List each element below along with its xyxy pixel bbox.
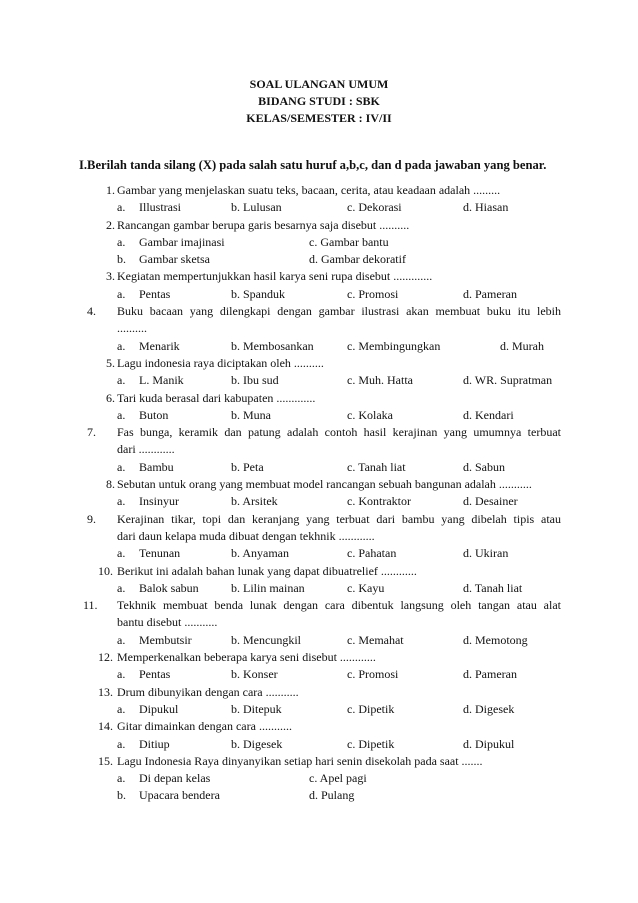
answer-options-row <box>0 286 638 303</box>
answer-option <box>117 632 192 649</box>
answer-option: d. Digesek <box>463 701 515 716</box>
answer-options-row <box>0 666 638 683</box>
question-text: Buku bacaan yang dilengkapi dengan gambar ilustrasi akan membuat buku itu lebih 4. <box>0 303 561 320</box>
answer-option: b. Muna <box>231 407 271 422</box>
question-number: 3. <box>106 269 115 284</box>
question-text: .......... <box>117 321 147 336</box>
answer-options-row <box>0 338 638 355</box>
question-number: 11. <box>83 598 98 613</box>
answer-option <box>117 459 174 476</box>
option-text: Upacara bendera <box>139 788 220 803</box>
question-number: 2. <box>106 217 115 232</box>
answer-option: c. Gambar bantu <box>309 234 389 249</box>
option-text: Ditiup <box>139 736 170 751</box>
question-text: Tari kuda berasal dari kabupaten ............. 6. <box>0 390 561 407</box>
question-number: 5. <box>106 355 115 370</box>
answer-option: b. Lilin mainan <box>231 580 305 595</box>
question-item <box>0 684 638 719</box>
option-letter: a. <box>117 373 126 388</box>
answer-option: d. WR. Supratman <box>463 373 553 388</box>
instruction-text: I.Berilah tanda silang (X) pada salah satu huruf a,b,c, dan d pada jawaban yang benar. <box>79 158 547 172</box>
answer-options-row <box>0 545 638 562</box>
option-text: Gambar imajinasi <box>139 234 225 249</box>
option-letter: a. <box>117 494 126 509</box>
option-text: Menarik <box>139 338 180 353</box>
question-text: Sebutan untuk orang yang membuat model rancangan sebuah bangunan adalah ........... 8. <box>0 476 561 493</box>
exam-title: SOAL ULANGAN UMUM <box>249 77 389 91</box>
question-item <box>0 753 638 805</box>
option-text: Balok sabun <box>139 580 199 595</box>
option-text: Pentas <box>139 286 171 301</box>
answer-options-row <box>0 770 638 787</box>
option-text: Gambar sketsa <box>139 252 210 267</box>
class-semester-line: KELAS/SEMESTER : IV/II <box>246 111 392 125</box>
option-letter: b. <box>117 788 126 803</box>
question-text: Tekhnik membuat benda lunak dengan cara dibentuk langsung oleh tangan atau alat 11. <box>0 597 561 614</box>
question-text: Kegiatan mempertunjukkan hasil karya seni rupa disebut ............. 3. <box>0 268 561 285</box>
answer-option: b. Mencungkil <box>231 632 301 647</box>
answer-option: b. Konser <box>231 667 278 682</box>
answer-options-row <box>0 234 638 251</box>
question-number: 4. <box>87 304 96 319</box>
question-text: Rancangan gambar berupa garis besarnya saja disebut .......... 2. <box>0 217 561 234</box>
answer-options-row <box>0 632 638 649</box>
answer-option: d. Ukiran <box>463 546 509 561</box>
option-letter: b. <box>117 252 126 267</box>
option-letter: a. <box>117 701 126 716</box>
question-text: Gitar dimainkan dengan cara ........... 14. <box>0 718 561 735</box>
option-letter: a. <box>117 667 126 682</box>
question-text: bantu disebut ........... <box>117 615 218 630</box>
answer-option: d. Pulang <box>309 788 355 803</box>
answer-option: c. Pahatan <box>347 546 397 561</box>
question-text: Fas bunga, keramik dan patung adalah contoh hasil kerajinan yang umumnya terbuat 7. <box>0 424 561 441</box>
option-text: Dipukul <box>139 701 179 716</box>
option-letter: a. <box>117 200 126 215</box>
answer-option: b. Digesek <box>231 736 283 751</box>
option-text: L. Manik <box>139 373 184 388</box>
answer-option: c. Dekorasi <box>347 200 402 215</box>
question-list <box>0 182 638 805</box>
question-number: 12. <box>98 650 113 665</box>
answer-option: d. Murah <box>500 338 544 353</box>
answer-option: c. Promosi <box>347 667 399 682</box>
option-text: Buton <box>139 407 169 422</box>
answer-option <box>117 787 220 804</box>
answer-option: c. Tanah liat <box>347 459 406 474</box>
answer-option <box>117 701 178 718</box>
answer-option: d. Desainer <box>463 494 518 509</box>
option-letter: a. <box>117 459 126 474</box>
question-text: Gambar yang menjelaskan suatu teks, bacaan, cerita, atau keadaan adalah ......... 1. <box>0 182 561 199</box>
answer-option: b. Ditepuk <box>231 701 282 716</box>
answer-option <box>117 251 210 268</box>
answer-options-row <box>0 372 638 389</box>
answer-option <box>117 770 210 787</box>
question-number: 7. <box>87 425 96 440</box>
question-text: Lagu indonesia raya diciptakan oleh .......... 5. <box>0 355 561 372</box>
answer-options-row <box>0 407 638 424</box>
question-item <box>0 303 638 355</box>
answer-option: b. Lulusan <box>231 200 282 215</box>
answer-option <box>117 493 179 510</box>
answer-option: d. Pameran <box>463 286 517 301</box>
question-number: 8. <box>106 477 115 492</box>
answer-option: c. Membingungkan <box>347 338 441 353</box>
answer-option: c. Kayu <box>347 580 385 595</box>
question-text: Lagu Indonesia Raya dinyanyikan setiap hari senin disekolah pada saat ....... 15. <box>0 753 561 770</box>
answer-option: b. Peta <box>231 459 264 474</box>
question-item <box>0 476 638 511</box>
question-item <box>0 718 638 753</box>
answer-option: c. Dipetik <box>347 736 395 751</box>
answer-option <box>117 407 168 424</box>
question-text: Drum dibunyikan dengan cara ........... 13. <box>0 684 561 701</box>
answer-option <box>117 199 181 216</box>
answer-option: d. Tanah liat <box>463 580 523 595</box>
answer-option: c. Memahat <box>347 632 404 647</box>
question-item <box>0 390 638 425</box>
answer-option: b. Arsitek <box>231 494 278 509</box>
answer-option: c. Promosi <box>347 286 399 301</box>
question-item <box>0 182 638 217</box>
option-letter: a. <box>117 407 126 422</box>
question-number: 10. <box>98 563 113 578</box>
option-text: Illustrasi <box>139 200 181 215</box>
answer-option <box>117 338 180 355</box>
question-text: dari daun kelapa muda dibuat dengan tekhnik ............ <box>117 528 375 543</box>
answer-option: b. Spanduk <box>231 286 285 301</box>
option-letter: a. <box>117 736 126 751</box>
answer-options-row <box>0 459 638 476</box>
question-number: 9. <box>87 511 96 526</box>
question-item <box>0 217 638 269</box>
option-letter: a. <box>117 286 126 301</box>
question-text: Berikut ini adalah bahan lunak yang dapat dibuatrelief ............ 10. <box>0 563 561 580</box>
answer-option: d. Pameran <box>463 667 517 682</box>
answer-option: b. Anyaman <box>231 546 289 561</box>
option-letter: a. <box>117 338 126 353</box>
option-text: Membutsir <box>139 632 192 647</box>
question-text: Kerajinan tikar, topi dan keranjang yang terbuat dari bambu yang dibelah tipis atau 9. <box>0 511 561 528</box>
option-letter: a. <box>117 546 126 561</box>
question-number: 6. <box>106 390 115 405</box>
answer-option: b. Ibu sud <box>231 373 279 388</box>
answer-options-row <box>0 251 638 268</box>
option-text: Di depan kelas <box>139 771 211 786</box>
question-text: Memperkenalkan beberapa karya seni disebut ............ 12. <box>0 649 561 666</box>
answer-options-row <box>0 199 638 216</box>
exam-header <box>0 76 638 127</box>
subject-line: BIDANG STUDI : SBK <box>258 94 380 108</box>
answer-option: c. Dipetik <box>347 701 395 716</box>
question-item <box>0 268 638 303</box>
answer-option: d. Hiasan <box>463 200 509 215</box>
option-text: Bambu <box>139 459 174 474</box>
answer-option: c. Kontraktor <box>347 494 411 509</box>
option-text: Insinyur <box>139 494 179 509</box>
question-item <box>0 424 638 476</box>
option-text: Tenunan <box>139 546 181 561</box>
answer-options-row <box>0 736 638 753</box>
answer-options-row <box>0 580 638 597</box>
answer-option: d. Kendari <box>463 407 514 422</box>
answer-option <box>117 234 225 251</box>
answer-option <box>117 580 199 597</box>
answer-options-row <box>0 787 638 804</box>
answer-option: c. Muh. Hatta <box>347 373 413 388</box>
question-item <box>0 563 638 598</box>
question-item <box>0 355 638 390</box>
question-item <box>0 511 638 563</box>
answer-option: c. Apel pagi <box>309 771 367 786</box>
answer-option: d. Memotong <box>463 632 528 647</box>
answer-option: d. Sabun <box>463 459 505 474</box>
question-number: 15. <box>98 753 113 768</box>
question-number: 13. <box>98 684 113 699</box>
option-letter: a. <box>117 580 126 595</box>
answer-option <box>117 736 170 753</box>
question-item <box>0 597 638 649</box>
answer-option: b. Membosankan <box>231 338 314 353</box>
question-item <box>0 649 638 684</box>
answer-option <box>117 286 170 303</box>
option-letter: a. <box>117 771 126 786</box>
answer-option <box>117 545 180 562</box>
answer-option: c. Kolaka <box>347 407 393 422</box>
option-letter: a. <box>117 632 126 647</box>
answer-options-row <box>0 701 638 718</box>
answer-option: d. Dipukul <box>463 736 515 751</box>
answer-option <box>117 666 170 683</box>
question-number: 1. <box>106 183 115 197</box>
answer-options-row <box>0 493 638 510</box>
answer-option <box>117 372 184 389</box>
question-text: dari ............ <box>117 442 175 457</box>
question-number: 14. <box>98 719 113 734</box>
option-text: Pentas <box>139 667 171 682</box>
answer-option: d. Gambar dekoratif <box>309 252 406 267</box>
option-letter: a. <box>117 234 126 249</box>
